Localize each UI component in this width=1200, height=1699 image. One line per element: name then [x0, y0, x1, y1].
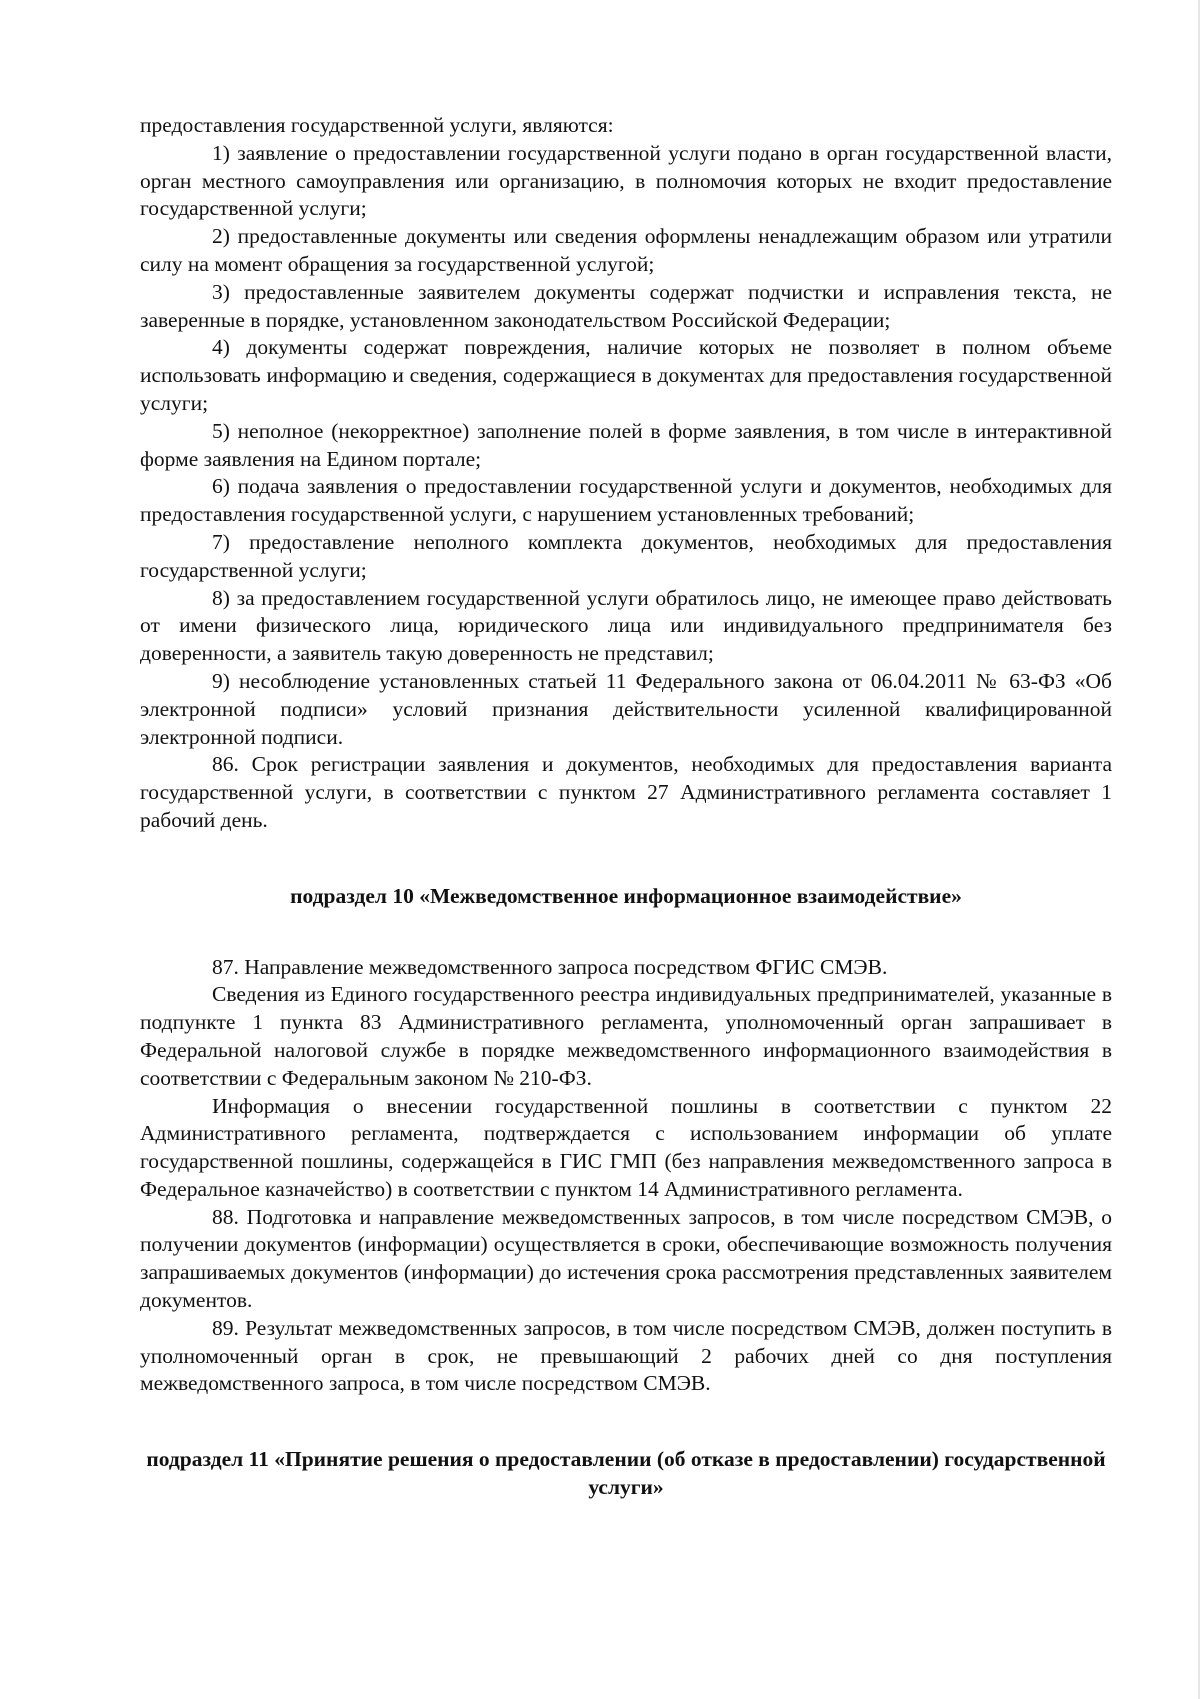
paragraph-item-9: 9) несоблюдение установленных статьей 11 Федерального закона от 06.04.2011 № 63-ФЗ «Об электронной подписи» условий признания действительности усиленной квалифицированной электронной подписи. [140, 668, 1112, 749]
paragraph-item-2: 2) предоставленные документы или сведения оформлены ненадлежащим образом или утратили силу на момент обращения за государственной услугой; [140, 224, 1112, 276]
paragraph-item-5: 5) неполное (некорректное) заполнение полей в форме заявления, в том числе в интерактивной форме заявления на Едином портале; [140, 418, 1112, 471]
paragraph-item-7: 7) предоставление неполного комплекта документов, необходимых для предоставления государственной услуги; [140, 529, 1112, 582]
paragraph-86: 86. Срок регистрации заявления и документов, необходимых для предоставления варианта государственной услуги, в соответствии с пунктом 27 Административного регламента составляет 1 рабочий день. [140, 752, 1112, 832]
paragraph-item-4: 4) документы содержат повреждения, наличие которых не позволяет в полном объеме использовать информацию и сведения, содержащиеся в документах для предоставления государственной услуги; [140, 335, 1112, 415]
paragraph-88: 88. Подготовка и направление межведомственных запросов, в том числе посредством СМЭВ, о получении документов (информации) осуществляется в сроки, обеспечивающие возможность получения запрашиваемых документов (информации) до истечения срока рассмотрения представленных заявителем документов. [140, 1204, 1112, 1313]
paragraph-87-duty: Информация о внесении государственной пошлины в соответствии с пунктом 22 Административного регламента, подтверждается с использованием информации об уплате государственной пошлины, содержащейся в ГИС ГМП (без направления межведомственного запроса в Федеральное казначейство) в соответствии с пунктом 14 Административного регламента. [140, 1093, 1112, 1201]
section-heading-10: подраздел 10 «Межведомственное информационное взаимодействие» [290, 883, 962, 908]
paragraph-89: 89. Результат межведомственных запросов, в том числе посредством СМЭВ, должен поступить в уполномоченный орган в срок, не превышающий 2 рабочих дней со дня поступления межведомственного запроса, в том числе посредством СМЭВ. [140, 1315, 1112, 1396]
document-page [140, 112, 1112, 1502]
paragraph-item-1: 1) заявление о предоставлении государственной услуги подано в орган государственной власти, орган местного самоуправления или организацию, в полномочия которых не входит предоставление государственной услуги; [140, 140, 1112, 221]
paragraph-87: 87. Направление межведомственного запроса посредством ФГИС СМЭВ. [212, 954, 888, 979]
paragraph-intro: предоставления государственной услуги, являются: [140, 113, 614, 137]
paragraph-item-6: 6) подача заявления о предоставлении государственной услуги и документов, необходимых для предоставления государственной услуги, с нарушением установленных требований; [140, 474, 1112, 527]
paragraph-item-3: 3) предоставленные заявителем документы содержат подчистки и исправления текста, не заверенные в порядке, установленном законодательством Российской Федерации; [140, 279, 1112, 332]
paragraph-item-8: 8) за предоставлением государственной услуги обратилось лицо, не имеющее право действовать от имени физического лица, юридического лица или индивидуального предпринимателя без доверенности, а заявитель такую доверенность не представил; [140, 585, 1112, 666]
section-heading-11: подраздел 11 «Принятие решения о предоставлении (об отказе в предоставлении) государственной услуги» [146, 1447, 1106, 1500]
paragraph-87-egrip: Сведения из Единого государственного реестра индивидуальных предпринимателей, указанные в подпункте 1 пункта 83 Административного регламента, уполномоченный орган запрашивает в Федеральной налоговой службе в порядке межведомственного информационного взаимодействия в соответствии с Федеральным законом № 210-ФЗ. [140, 982, 1112, 1090]
